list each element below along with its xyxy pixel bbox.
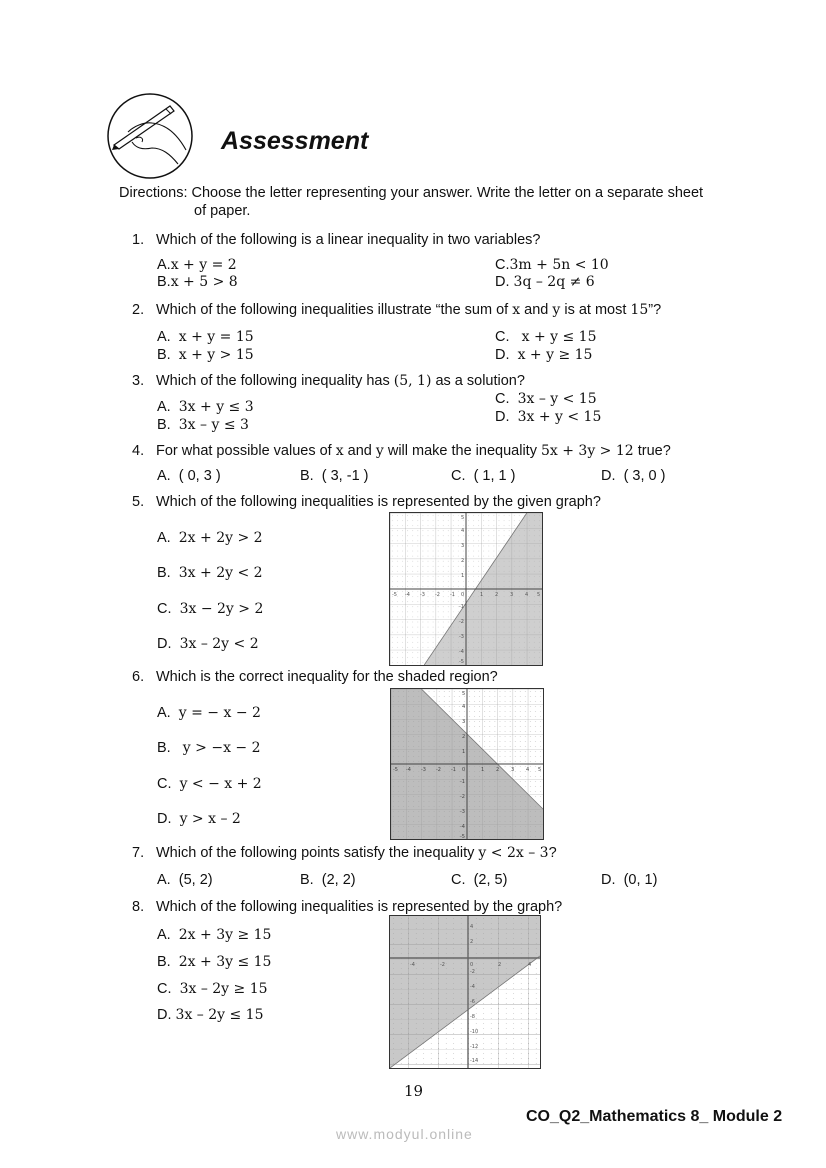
svg-text:-2: -2 (459, 619, 464, 625)
svg-text:1: 1 (461, 573, 465, 579)
svg-text:2: 2 (495, 592, 499, 598)
svg-text:-2: -2 (436, 767, 441, 773)
watermark: www.modyul.online (336, 1126, 473, 1142)
option-2b[interactable]: B. x + y > 15 (157, 347, 254, 363)
svg-text:1: 1 (481, 767, 485, 773)
svg-text:4: 4 (526, 767, 530, 773)
svg-text:-1: -1 (459, 604, 464, 610)
option-3b[interactable]: B. 3x – y ≤ 3 (157, 417, 249, 433)
svg-text:4: 4 (528, 962, 532, 968)
graph-q6 (390, 688, 544, 840)
option-8b[interactable]: B. 2x + 3y ≤ 15 (157, 954, 272, 970)
option-4d[interactable]: D. ( 3, 0 ) (601, 468, 666, 484)
svg-text:0: 0 (470, 962, 474, 968)
svg-text:-2: -2 (460, 794, 465, 800)
option-4b[interactable]: B. ( 3, -1 ) (300, 468, 369, 484)
svg-text:-4: -4 (460, 824, 465, 830)
svg-text:-6: -6 (470, 999, 475, 1005)
svg-text:4: 4 (461, 528, 465, 534)
svg-text:4: 4 (525, 592, 529, 598)
svg-text:5: 5 (462, 691, 466, 697)
option-1b[interactable]: B.x + 5 > 8 (157, 274, 238, 290)
graph-q5 (389, 512, 543, 666)
option-8c[interactable]: C. 3x – 2y ≥ 15 (157, 981, 268, 997)
option-4a[interactable]: A. ( 0, 3 ) (157, 468, 221, 484)
svg-text:-1: -1 (460, 779, 465, 785)
option-7b[interactable]: B. (2, 2) (300, 872, 356, 888)
svg-text:3: 3 (510, 592, 514, 598)
option-1a[interactable]: A.x + y = 2 (157, 257, 237, 273)
svg-text:-2: -2 (435, 592, 440, 598)
option-2c[interactable]: C. x + y ≤ 15 (495, 329, 597, 345)
svg-text:-4: -4 (405, 592, 410, 598)
page-number: 19 (404, 1082, 424, 1100)
svg-text:-5: -5 (393, 767, 398, 773)
svg-text:-12: -12 (470, 1044, 479, 1050)
svg-text:0: 0 (461, 592, 465, 598)
svg-text:1: 1 (480, 592, 484, 598)
option-6a[interactable]: A. y = − x − 2 (157, 705, 261, 721)
svg-text:-3: -3 (459, 634, 464, 640)
page-title: Assessment (221, 127, 369, 155)
svg-text:4: 4 (470, 924, 474, 930)
svg-text:-5: -5 (392, 592, 397, 598)
svg-text:3: 3 (461, 543, 465, 549)
svg-text:-14: -14 (470, 1058, 479, 1064)
svg-text:5: 5 (538, 767, 542, 773)
option-3c[interactable]: C. 3x – y < 15 (495, 391, 597, 407)
svg-text:5: 5 (537, 592, 541, 598)
svg-text:-3: -3 (420, 592, 425, 598)
option-5d[interactable]: D. 3x – 2y < 2 (157, 636, 259, 652)
svg-text:2: 2 (470, 939, 474, 945)
option-7d[interactable]: D. (0, 1) (601, 872, 658, 888)
svg-text:-2: -2 (470, 969, 475, 975)
option-6b[interactable]: B. y > −x − 2 (157, 740, 261, 756)
svg-text:5: 5 (461, 515, 465, 521)
option-2d[interactable]: D. x + y ≥ 15 (495, 347, 593, 363)
svg-text:-4: -4 (470, 984, 475, 990)
svg-text:-3: -3 (460, 809, 465, 815)
option-1c[interactable]: C.3m + 5n < 10 (495, 257, 609, 273)
svg-text:-4: -4 (459, 649, 464, 655)
svg-text:-4: -4 (406, 767, 411, 773)
svg-text:-10: -10 (470, 1029, 479, 1035)
option-6c[interactable]: C. y < − x + 2 (157, 776, 262, 792)
svg-text:-4: -4 (410, 962, 415, 968)
option-4c[interactable]: C. ( 1, 1 ) (451, 468, 516, 484)
svg-text:-8: -8 (470, 1014, 475, 1020)
svg-text:0: 0 (462, 767, 466, 773)
svg-text:-5: -5 (459, 659, 464, 665)
option-1d[interactable]: D. 3q – 2q ≠ 6 (495, 274, 595, 290)
svg-text:4: 4 (462, 704, 466, 710)
svg-text:1: 1 (462, 749, 466, 755)
svg-text:-2: -2 (440, 962, 445, 968)
option-6d[interactable]: D. y > x – 2 (157, 811, 241, 827)
option-5b[interactable]: B. 3x + 2y < 2 (157, 565, 263, 581)
svg-text:2: 2 (461, 558, 465, 564)
directions-line1: Directions: Choose the letter representing your answer. Write the letter on a separate sheet (119, 185, 704, 201)
svg-text:-5: -5 (460, 834, 465, 839)
hand-writing-pencil-icon (106, 92, 194, 180)
option-5c[interactable]: C. 3x − 2y > 2 (157, 601, 264, 617)
svg-text:2: 2 (462, 734, 466, 740)
svg-text:-3: -3 (421, 767, 426, 773)
option-2a[interactable]: A. x + y = 15 (157, 329, 254, 345)
option-7a[interactable]: A. (5, 2) (157, 872, 213, 888)
option-8d[interactable]: D. 3x – 2y ≤ 15 (157, 1007, 264, 1023)
svg-text:-1: -1 (451, 767, 456, 773)
svg-text:3: 3 (511, 767, 515, 773)
option-7c[interactable]: C. (2, 5) (451, 872, 508, 888)
graph-q8 (389, 915, 541, 1069)
directions-line2: of paper. (194, 203, 251, 219)
svg-text:-1: -1 (450, 592, 455, 598)
module-label: CO_Q2_Mathematics 8_ Module 2 (526, 1108, 783, 1125)
option-5a[interactable]: A. 2x + 2y > 2 (157, 530, 263, 546)
svg-text:2: 2 (496, 767, 500, 773)
svg-text:3: 3 (462, 719, 466, 725)
option-3d[interactable]: D. 3x + y < 15 (495, 409, 602, 425)
option-3a[interactable]: A. 3x + y ≤ 3 (157, 399, 254, 415)
svg-text:2: 2 (498, 962, 502, 968)
option-8a[interactable]: A. 2x + 3y ≥ 15 (157, 927, 272, 943)
